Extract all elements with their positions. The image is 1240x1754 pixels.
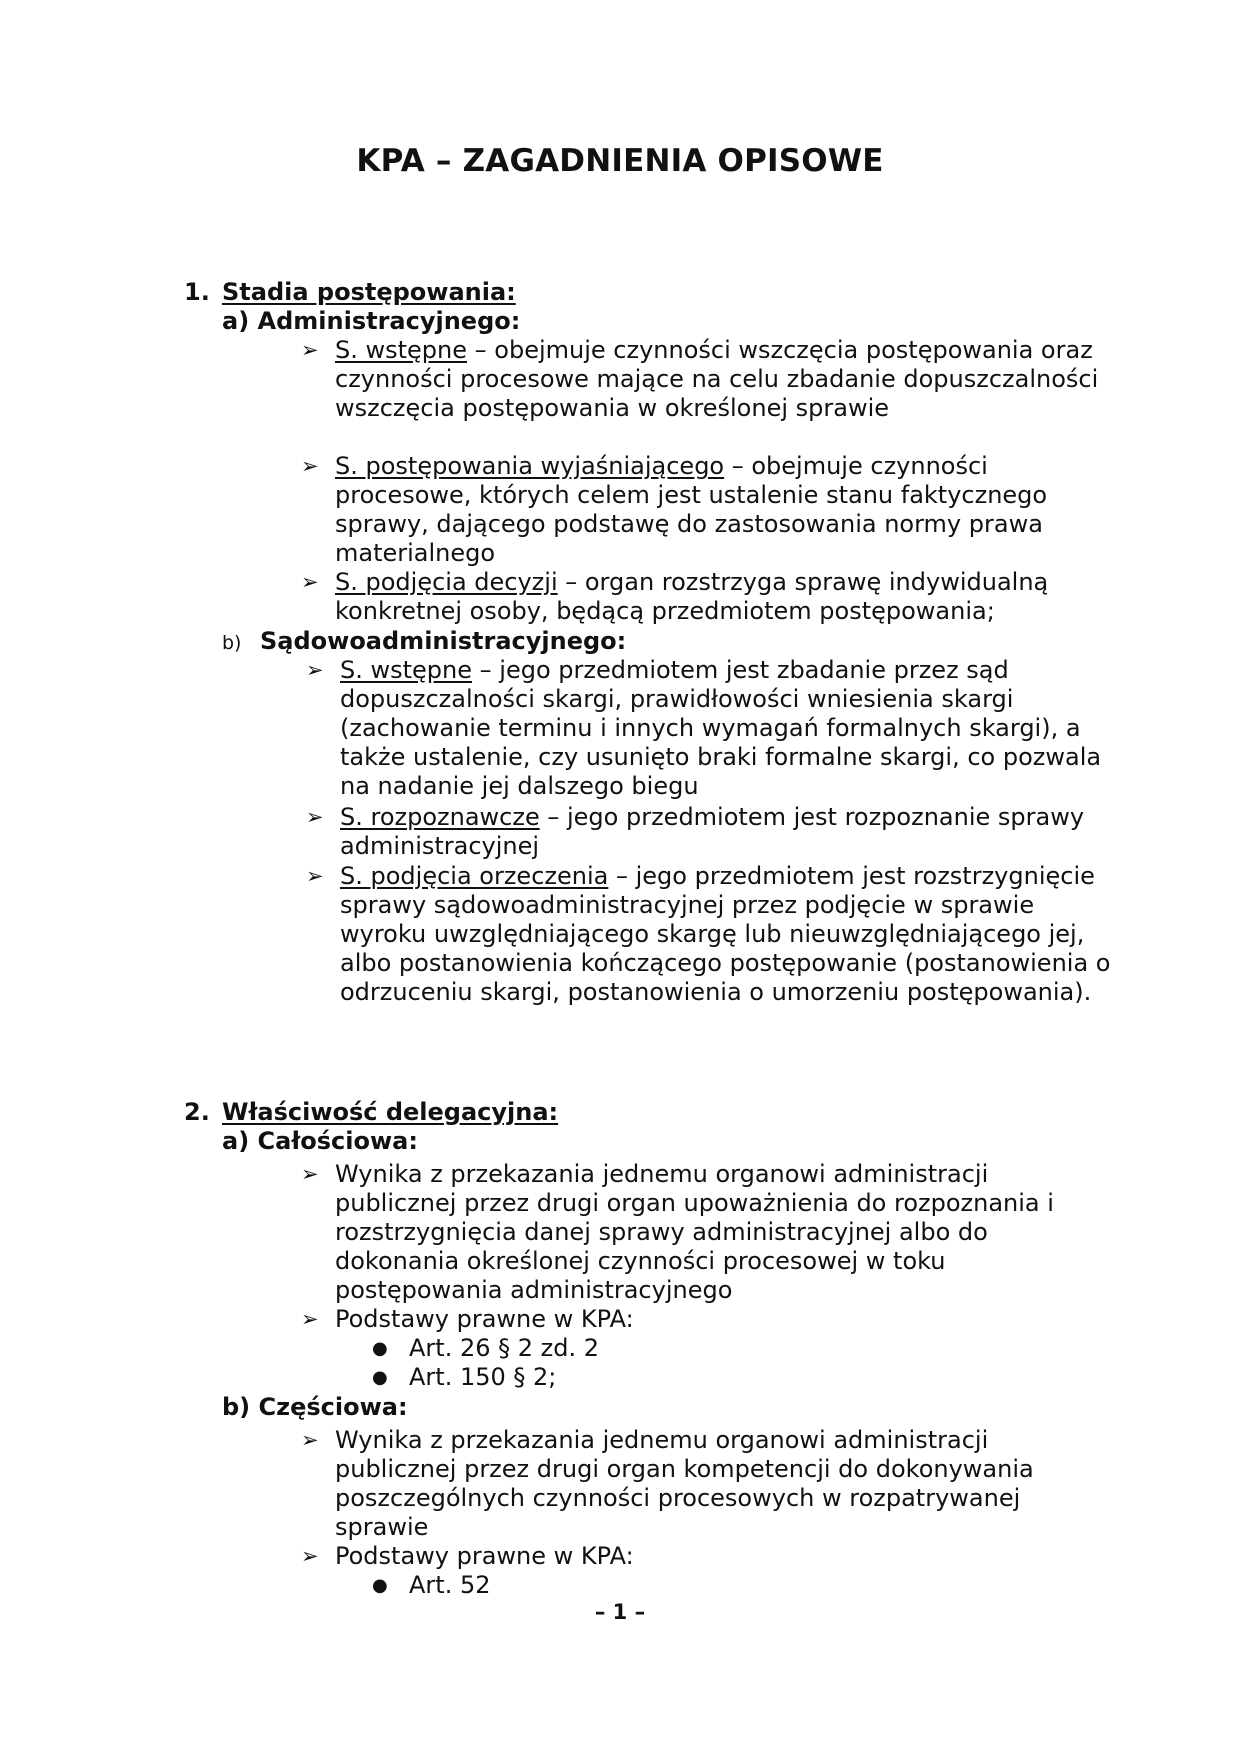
subsection-title: Częściowa:	[258, 1393, 408, 1421]
item-text: Podstawy prawne w KPA:	[335, 1542, 634, 1570]
arrow-bullet-icon: ➢	[301, 1307, 319, 1331]
arrow-bullet-icon: ➢	[301, 570, 319, 594]
item-text: Podstawy prawne w KPA:	[335, 1305, 634, 1333]
item-term: S. wstępne	[335, 336, 468, 364]
item-term: S. wstępne	[340, 656, 473, 684]
item-text: Wynika z przekazania jednemu organowi administracji publicznej przez drugi organ upoważnienia do rozpoznania i rozstrzygnięcia danej sprawy administracyjnej albo do dokonania określonej czynności procesowej w toku postępowania administracyjnego	[335, 1160, 1054, 1304]
item-text: – obejmuje czynności procesowe, których celem jest ustalenie stanu faktycznego sprawy, dającego podstawę do zastosowania normy prawa materialnego	[335, 452, 1048, 567]
item-text: – jego przedmiotem jest rozstrzygnięcie sprawy sądowoadministracyjnej przez podjęcie w sprawie wyroku uwzględniającego skargę lub nieuwzględniającego jej, albo postanowienia kończącego postępowanie (postanowienia o odrzuceniu skargi, postanowienia o umorzeniu postępowania).	[340, 862, 1111, 1006]
item-text: – obejmuje czynności wszczęcia postępowania oraz czynności procesowe mające na celu zbadanie dopuszczalności wszczęcia postępowania w określonej sprawie	[335, 336, 1099, 422]
subsection-title: Sądowoadministracyjnego:	[260, 627, 627, 655]
arrow-bullet-icon: ➢	[301, 1162, 319, 1186]
list-item	[306, 656, 1120, 801]
arrow-bullet-icon: ➢	[306, 805, 324, 829]
item-text: Wynika z przekazania jednemu organowi administracji publicznej przez drugi organ kompetencji do dokonywania poszczególnych czynności procesowych w rozpatrywanej sprawie	[335, 1426, 1034, 1541]
bullet-dot-icon: ●	[372, 1367, 388, 1388]
section-title: Właściwość delegacyjna:	[222, 1098, 559, 1126]
item-term: S. rozpoznawcze	[340, 803, 540, 831]
list-item	[301, 1542, 1115, 1571]
subsection-heading	[222, 1127, 418, 1156]
subsection-title: Całościowa:	[257, 1127, 418, 1155]
page-number: – 1 –	[594, 1600, 646, 1624]
item-text: – organ rozstrzyga sprawę indywidualną konkretnej osoby, będącą przedmiotem postępowania;	[335, 568, 1049, 625]
section-heading	[184, 278, 516, 307]
list-item	[301, 1426, 1115, 1542]
item-term: S. podjęcia decyzji	[335, 568, 558, 596]
bullet-item	[372, 1571, 491, 1600]
item-text: – jego przedmiotem jest zbadanie przez sąd dopuszczalności skargi, prawidłowości wniesienia skargi (zachowanie terminu i innych wymagań formalnych skargi), a także ustalenie, czy usunięto braki formalne skargi, co pozwala na nadanie jej dalszego biegu	[340, 656, 1102, 800]
subsection-letter: b)	[222, 632, 242, 654]
subsection-letter: b)	[222, 1393, 251, 1421]
item-term: S. postępowania wyjaśniającego	[335, 452, 725, 480]
item-text: – jego przedmiotem jest rozpoznanie sprawy administracyjnej	[340, 803, 1085, 860]
list-item	[301, 568, 1115, 626]
section-number: 1.	[184, 278, 210, 306]
list-item	[306, 803, 1120, 861]
subsection-letter: a)	[222, 307, 250, 335]
list-item	[301, 1160, 1115, 1305]
subsection-heading	[222, 1393, 408, 1422]
bullet-text: Art. 26 § 2 zd. 2	[409, 1334, 600, 1362]
bullet-dot-icon: ●	[372, 1338, 388, 1359]
subsection-title: Administracyjnego:	[257, 307, 521, 335]
bullet-item	[372, 1334, 600, 1363]
section-title: Stadia postępowania:	[222, 278, 516, 306]
bullet-text: Art. 52	[409, 1571, 491, 1599]
section-number: 2.	[184, 1098, 210, 1126]
subsection-letter: a)	[222, 1127, 250, 1155]
bullet-text: Art. 150 § 2;	[409, 1363, 557, 1391]
subsection-heading	[222, 627, 626, 658]
arrow-bullet-icon: ➢	[301, 454, 319, 478]
arrow-bullet-icon: ➢	[301, 1428, 319, 1452]
arrow-bullet-icon: ➢	[301, 1544, 319, 1568]
list-item	[301, 452, 1115, 568]
list-item	[301, 1305, 1115, 1334]
arrow-bullet-icon: ➢	[301, 338, 319, 362]
arrow-bullet-icon: ➢	[306, 864, 324, 888]
arrow-bullet-icon: ➢	[306, 658, 324, 682]
bullet-item	[372, 1363, 557, 1392]
bullet-dot-icon: ●	[372, 1575, 388, 1596]
document-title: KPA – ZAGADNIENIA OPISOWE	[356, 143, 884, 179]
item-term: S. podjęcia orzeczenia	[340, 862, 609, 890]
list-item	[306, 862, 1120, 1007]
subsection-heading	[222, 307, 520, 336]
list-item	[301, 336, 1115, 423]
section-heading	[184, 1098, 558, 1127]
